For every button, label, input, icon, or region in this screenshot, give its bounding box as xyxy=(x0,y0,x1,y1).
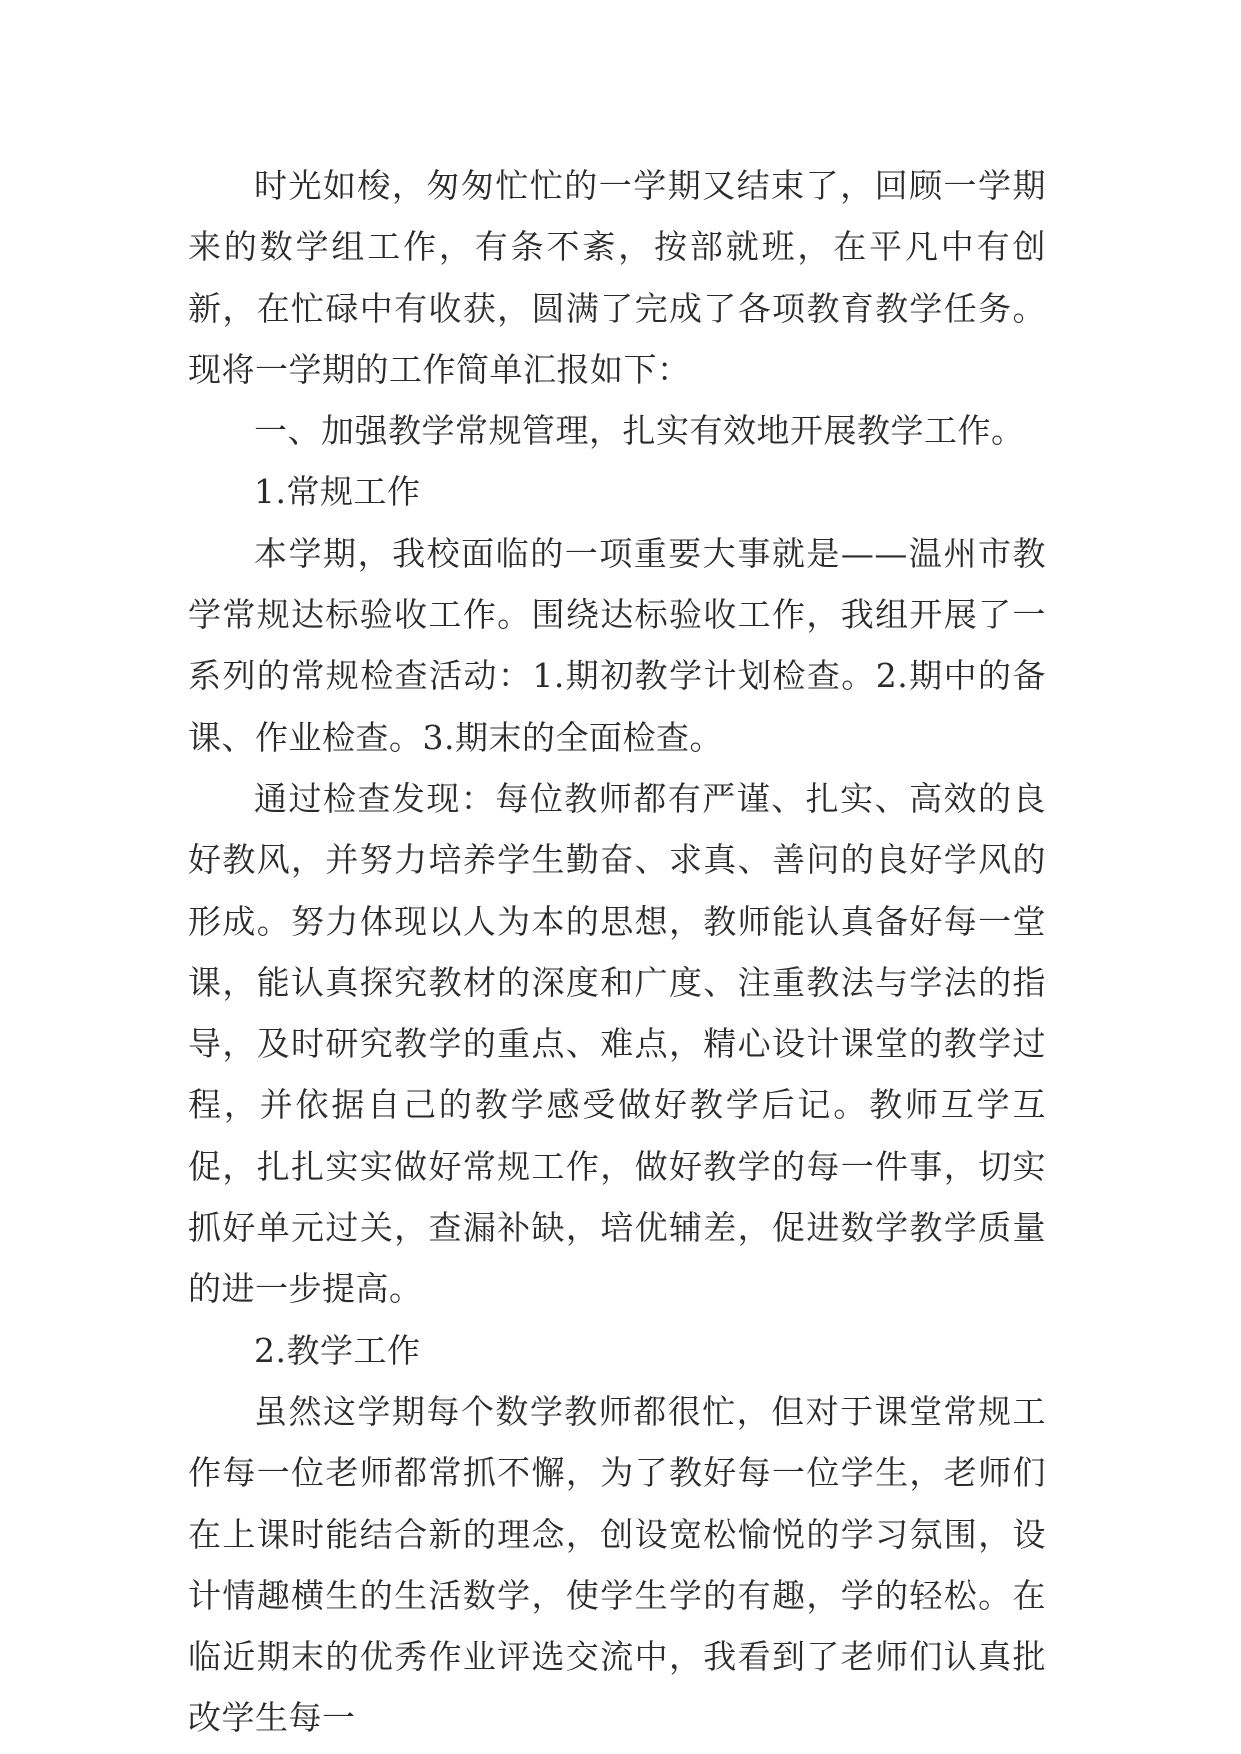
document-body xyxy=(188,155,1046,1749)
paragraph-routine-checks: 本学期，我校面临的一项重要大事就是——温州市教学常规达标验收工作。围绕达标验收工作，我组开展了一系列的常规检查活动：1.期初教学计划检查。2.期中的备课、作业检查。3.期末的全面检查。 xyxy=(188,533,1046,757)
heading-subsection-1: 1.常规工作 xyxy=(254,472,421,512)
heading-subsection-2: 2.教学工作 xyxy=(254,1330,421,1370)
paragraph-findings: 通过检查发现：每位教师都有严谨、扎实、高效的良好教风，并努力培养学生勤奋、求真、善问的良好学风的形成。努力体现以人为本的思想，教师能认真备好每一堂课，能认真探究教材的深度和广度、注重教法与学法的指导，及时研究教学的重点、难点，精心设计课堂的教学过程，并依据自己的教学感受做好教学后记。教师互学互促，扎扎实实做好常规工作，做好教学的每一件事，切实抓好单元过关，查漏补缺，培优辅差，促进数学教学质量的进一步提高。 xyxy=(188,778,1046,1309)
heading-section-1: 一、加强教学常规管理，扎实有效地开展教学工作。 xyxy=(254,411,1025,451)
paragraph-intro: 时光如梭，匆匆忙忙的一学期又结束了，回顾一学期来的数学组工作，有条不紊，按部就班，在平凡中有创新，在忙碌中有收获，圆满了完成了各项教育教学任务。现将一学期的工作简单汇报如下： xyxy=(188,166,1046,389)
paragraph-teaching-work: 虽然这学期每个数学教师都很忙，但对于课堂常规工作每一位老师都常抓不懈，为了教好每一位学生，老师们在上课时能结合新的理念，创设宽松愉悦的学习氛围，设计情趣横生的生活数学，使学生学的有趣，学的轻松。在临近期末的优秀作业评选交流中，我看到了老师们认真批改学生每一 xyxy=(188,1391,1046,1738)
